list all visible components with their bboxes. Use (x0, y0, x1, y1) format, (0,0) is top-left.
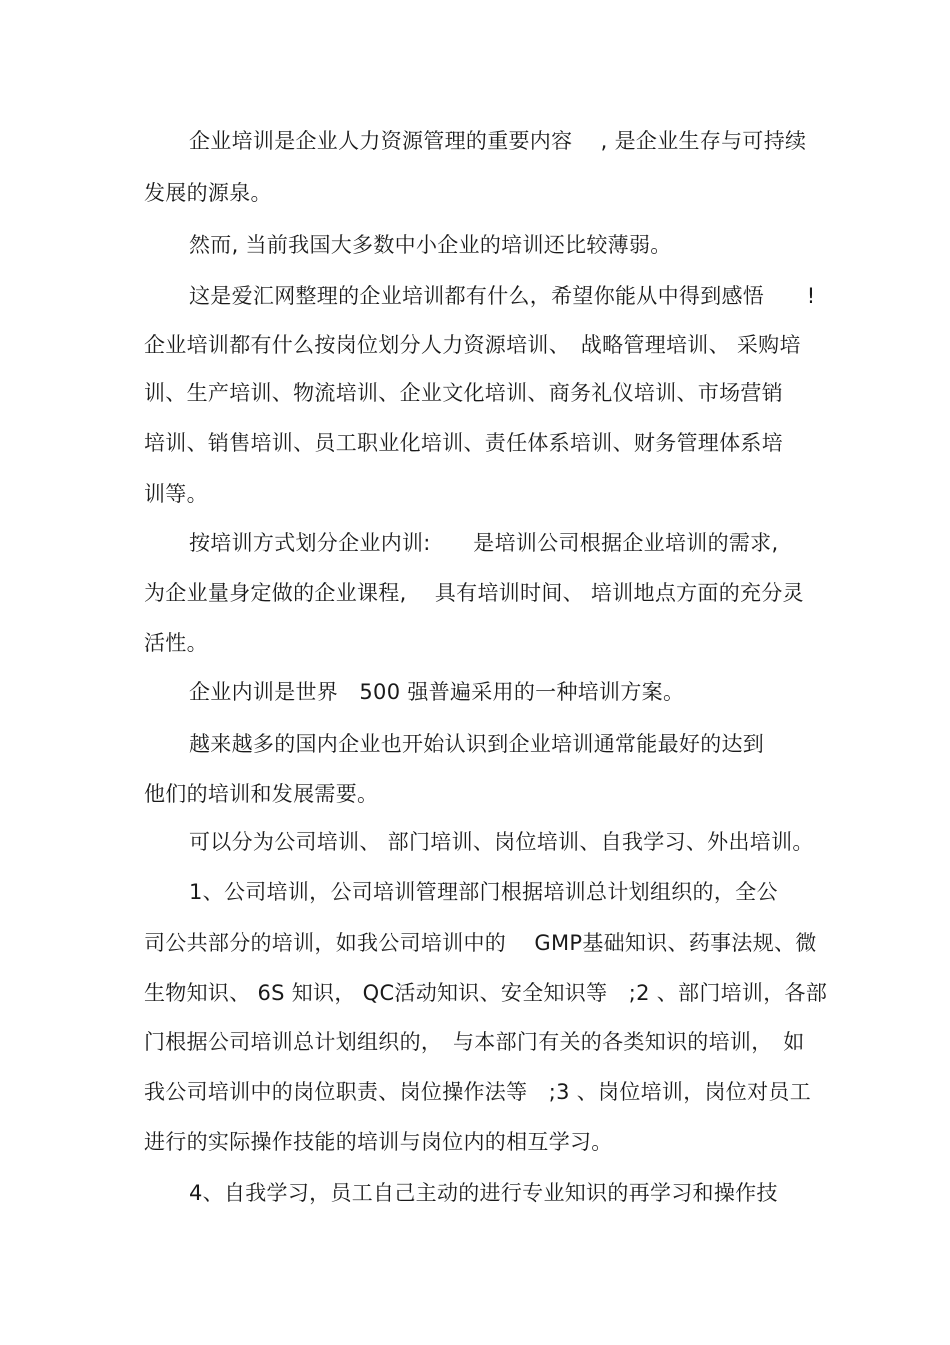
text-line: 可以分为公司培训、 部门培训、岗位培训、自我学习、外出培训。 (189, 830, 814, 854)
text-line: 这是爱汇网整理的企业培训都有什么，希望你能从中得到感悟 ! (189, 284, 816, 308)
text-line: 生物知识、 6S 知识， QC活动知识、安全知识等 ;2 、部门培训，各部 (144, 981, 828, 1005)
text-line: 司公共部分的培训，如我公司培训中的 GMP基础知识、药事法规、微 (144, 931, 817, 955)
text-line: 活性。 (144, 631, 208, 655)
text-line: 企业培训都有什么按岗位划分人力资源培训、 战略管理培训、 采购培 (144, 333, 801, 357)
text-line: 1、公司培训，公司培训管理部门根据培训总计划组织的，全公 (189, 880, 778, 904)
text-line: 然而, 当前我国大多数中小企业的培训还比较薄弱。 (189, 233, 672, 257)
text-line: 按培训方式划分企业内训: 是培训公司根据企业培训的需求, (189, 531, 779, 555)
text-line: 越来越多的国内企业也开始认识到企业培训通常能最好的达到 (189, 732, 765, 756)
text-line: 他们的培训和发展需要。 (144, 782, 379, 806)
text-line: 进行的实际操作技能的培训与岗位内的相互学习。 (144, 1130, 613, 1154)
text-line: 培训、销售培训、员工职业化培训、责任体系培训、财务管理体系培 (144, 431, 783, 455)
text-line: 为企业量身定做的企业课程, 具有培训时间、 培训地点方面的充分灵 (144, 581, 804, 605)
text-line: 训、生产培训、物流培训、企业文化培训、商务礼仪培训、市场营销 (144, 381, 783, 405)
text-line: 企业内训是世界 500 强普遍采用的一种培训方案。 (189, 680, 685, 704)
text-line: 发展的源泉。 (144, 181, 272, 205)
text-line: 我公司培训中的岗位职责、岗位操作法等 ;3 、岗位培训，岗位对员工 (144, 1080, 812, 1104)
text-line: 门根据公司培训总计划组织的， 与本部门有关的各类知识的培训， 如 (144, 1030, 805, 1054)
text-line: 训等。 (144, 482, 208, 506)
text-line: 4、自我学习，员工自己主动的进行专业知识的再学习和操作技 (189, 1181, 778, 1205)
text-line: 企业培训是企业人力资源管理的重要内容 , 是企业生存与可持续 (189, 129, 807, 153)
